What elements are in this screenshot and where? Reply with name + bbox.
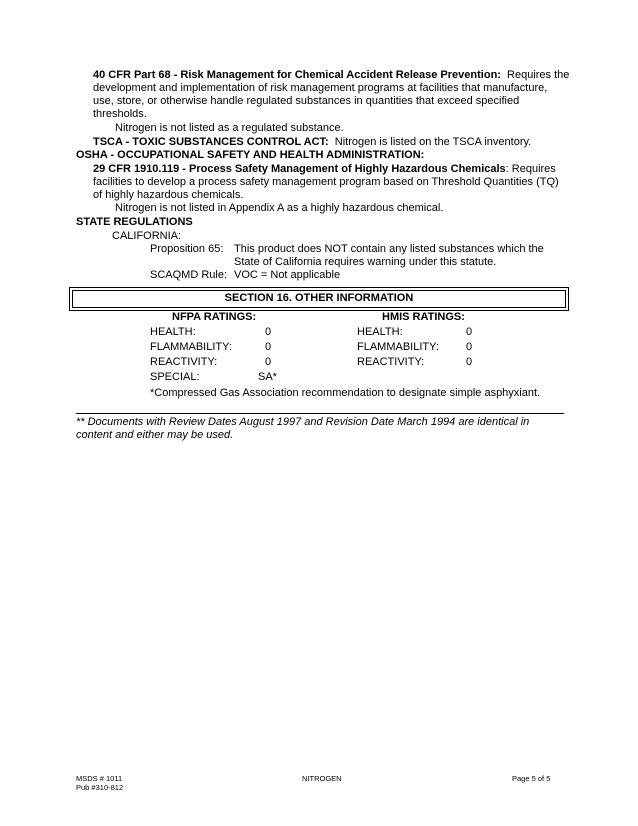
scaqmd-label: SCAQMD Rule:	[150, 269, 228, 281]
hmis-value-health: 0	[466, 326, 473, 338]
nfpa-value-reactivity: 0	[265, 356, 272, 368]
osha-text: : Requires	[505, 163, 556, 175]
rmp-text: Requires the	[507, 69, 570, 81]
section-16-title: SECTION 16. OTHER INFORMATION	[224, 292, 414, 304]
prop65-label: Proposition 65:	[150, 243, 224, 255]
review-note-line-1: ** Documents with Review Dates August 1997 and Revision Date March 1994 are identical in	[76, 416, 530, 428]
hmis-label-reactivity: REACTIVITY:	[357, 356, 425, 368]
nfpa-value-health: 0	[265, 326, 272, 338]
hmis-value-reactivity: 0	[466, 356, 473, 368]
nfpa-label-flammability: FLAMMABILITY:	[150, 341, 232, 353]
nfpa-label-reactivity: REACTIVITY:	[150, 356, 218, 368]
osha-paragraph-line-3: of highly hazardous chemicals.	[93, 189, 244, 201]
state-heading: STATE REGULATIONS	[76, 216, 193, 228]
prop65-line-2: State of California requires warning under this statute.	[234, 256, 497, 268]
nfpa-heading: NFPA RATINGS:	[172, 311, 257, 323]
nfpa-value-special: SA*	[258, 371, 277, 383]
tsca-heading: TSCA - TOXIC SUBSTANCES CONTROL ACT:	[93, 136, 329, 148]
footer-page-number: Page 5 of 5	[512, 774, 551, 783]
osha-heading: OSHA - OCCUPATIONAL SAFETY AND HEALTH ADMINISTRATION:	[76, 149, 425, 161]
tsca-text: Nitrogen is listed on the TSCA inventory.	[334, 136, 532, 148]
california-label: CALIFORNIA:	[112, 230, 182, 242]
rmp-note: Nitrogen is not listed as a regulated substance.	[115, 122, 344, 134]
footer-msds-number: MSDS # 1011	[76, 774, 123, 783]
osha-note: Nitrogen is not listed in Appendix A as a highly hazardous chemical.	[115, 202, 444, 214]
nfpa-value-flammability: 0	[265, 341, 272, 353]
hmis-label-flammability: FLAMMABILITY:	[357, 341, 439, 353]
rmp-heading: 40 CFR Part 68 - Risk Management for Chemical Accident Release Prevention:	[93, 69, 501, 81]
review-note-line-2: content and either may be used.	[76, 429, 234, 441]
rmp-paragraph-line-4: thresholds.	[93, 108, 147, 120]
scaqmd-value: VOC = Not applicable	[234, 269, 341, 281]
hmis-heading: HMIS RATINGS:	[382, 311, 465, 323]
osha-paragraph-line-1	[93, 163, 556, 176]
cga-footnote: *Compressed Gas Association recommendation to designate simple asphyxiant.	[150, 387, 541, 399]
hmis-value-flammability: 0	[466, 341, 473, 353]
footer-pub-number: Pub #310-812	[76, 783, 124, 792]
rmp-paragraph-line-2: development and implementation of risk management programs at facilities that manufacture,	[93, 82, 548, 94]
nfpa-label-health: HEALTH:	[150, 326, 196, 338]
tsca-line	[93, 136, 531, 149]
prop65-line-1: This product does NOT contain any listed substances which the	[234, 243, 544, 255]
footer-product-name: NITROGEN	[302, 774, 342, 783]
osha-paragraph-line-2: facilities to develop a process safety management program based on Threshold Quantities (TQ)	[93, 176, 559, 188]
rmp-paragraph-line-1	[93, 69, 569, 82]
rmp-paragraph-line-3: use, store, or otherwise handle regulated substances in quantities that exceed specified	[93, 95, 520, 107]
nfpa-label-special: SPECIAL:	[150, 371, 200, 383]
divider-line	[76, 413, 564, 414]
hmis-label-health: HEALTH:	[357, 326, 403, 338]
osha-sub-heading: 29 CFR 1910.119 - Process Safety Management of Highly Hazardous Chemicals	[93, 163, 506, 175]
